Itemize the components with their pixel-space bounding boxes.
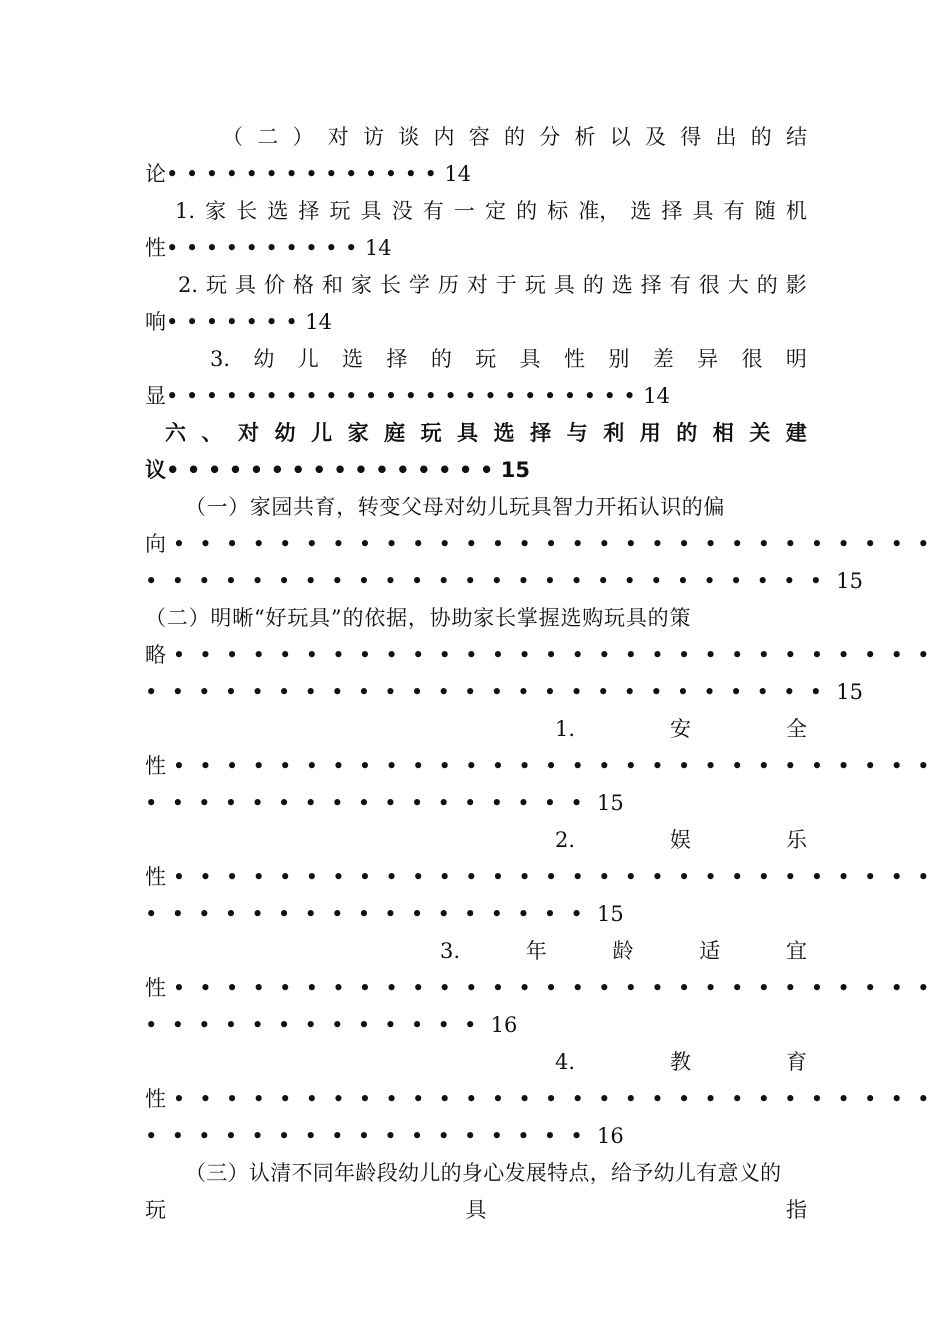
page-number: 15 xyxy=(596,902,624,926)
dot-leader: ••••••••••••• xyxy=(145,1013,491,1037)
toc-entry-6-3-cont: 玩 具 指 xyxy=(145,1198,807,1222)
dot-leader: •••••••••••••••••••••••••• xyxy=(145,569,837,593)
toc-entry-6-2-3-leader-1: 性 ••••••••••••••••••••••••••••• xyxy=(145,976,944,1000)
page-number: 15 xyxy=(596,791,624,815)
page-number: 15 xyxy=(836,680,863,704)
toc-entry-6-2-1-leader-2 xyxy=(145,785,807,821)
page-number: 15 xyxy=(500,458,530,482)
dot-leader: ••••••••••••••••••••••••••••• xyxy=(172,532,944,556)
toc-entry-5-2-leader: 论••••••••••••••14 xyxy=(145,162,472,186)
toc-entry-5-2-1-leader: 性••••••••••14 xyxy=(145,236,392,260)
toc-entry-6-3-title: （三）认清不同年龄段幼儿的身心发展特点，给予幼儿有意义的 xyxy=(185,1161,782,1185)
toc-entry-6-1-leader-1: 向 ••••••••••••••••••••••••••••• xyxy=(145,532,944,556)
dot-leader: ••••••••••••••••••••••••••••• xyxy=(172,1087,944,1111)
dot-leader: •••••••••• xyxy=(166,236,365,260)
page-number: 16 xyxy=(596,1124,624,1148)
toc-entry-6-2-1-title: 1. 安 全 xyxy=(555,717,807,741)
dot-leader: ••••••••••••••••••••••••••••• xyxy=(172,976,944,1000)
dot-leader: •••••••••••••••••••••••• xyxy=(166,384,644,408)
page-number: 14 xyxy=(305,310,332,334)
toc-entry-6-2-4-leader-2 xyxy=(145,1118,807,1154)
toc-entry-5-2-2-leader: 响•••••••14 xyxy=(145,310,332,334)
dot-leader: •••••••••••••••• xyxy=(166,458,501,482)
dot-leader: •••••••••••••• xyxy=(166,162,445,186)
page-number: 14 xyxy=(364,236,392,260)
toc-entry-5-2-1-title: 1. 家 长 选 择 玩 具 没 有 一 定 的 标 准， 选 择 具 有 随 机 xyxy=(175,199,807,223)
dot-leader: ••••••••••••••••• xyxy=(145,791,597,815)
page-number: 16 xyxy=(490,1013,518,1037)
toc-entry-5-2-3-leader: 显••••••••••••••••••••••••14 xyxy=(145,384,671,408)
toc-entry-6-2-4-leader-1: 性 ••••••••••••••••••••••••••••• xyxy=(145,1087,944,1111)
dot-leader: ••••••••••••••••• xyxy=(145,902,597,926)
toc-entry-5-2-2-title: 2. 玩 具 价 格 和 家 长 学 历 对 于 玩 具 的 选 择 有 很 大 的 影 xyxy=(178,273,807,297)
toc-entry-6-2-title: （二）明晰“好玩具”的依据，协助家长掌握选购玩具的策 xyxy=(145,606,692,630)
page-number: 15 xyxy=(836,569,863,593)
page-number: 14 xyxy=(444,162,472,186)
toc-entry-5-2-3-title: 3. 幼 儿 选 择 的 玩 具 性 别 差 异 很 明 xyxy=(210,347,807,371)
dot-leader: ••••••••••••••••• xyxy=(145,1124,597,1148)
toc-entry-6-leader: 议••••••••••••••••15 xyxy=(145,458,530,482)
toc-entry-6-1-title: （一）家园共育，转变父母对幼儿玩具智力开拓认识的偏 xyxy=(185,495,725,519)
toc-entry-6-2-1-leader-1: 性 ••••••••••••••••••••••••••••• xyxy=(145,754,944,778)
page-number: 14 xyxy=(643,384,671,408)
dot-leader: •••••••••••••••••••••••••• xyxy=(145,680,837,704)
dot-leader: ••••••••••••••••••••••••••••• xyxy=(172,643,944,667)
dot-leader: ••••••••••••••••••••••••••••• xyxy=(172,865,944,889)
toc-entry-6-2-3-title: 3. 年 龄 适 宜 xyxy=(440,939,807,963)
toc-entry-6-title: 六 、 对 幼 儿 家 庭 玩 具 选 择 与 利 用 的 相 关 建 xyxy=(165,421,807,445)
toc-entry-6-2-2-leader-1: 性 ••••••••••••••••••••••••••••• xyxy=(145,865,944,889)
toc-entry-6-2-leader-1: 略 ••••••••••••••••••••••••••••• xyxy=(145,643,944,667)
toc-entry-6-2-4-title: 4. 教 育 xyxy=(555,1050,807,1074)
toc-entry-5-2-title: （ 二 ） 对 访 谈 内 容 的 分 析 以 及 得 出 的 结 xyxy=(222,125,807,149)
toc-entry-6-2-2-title: 2. 娱 乐 xyxy=(555,828,807,852)
toc-entry-6-2-2-leader-2 xyxy=(145,896,807,932)
toc-entry-6-1-leader-2 xyxy=(145,563,863,599)
dot-leader: ••••••• xyxy=(166,310,306,334)
toc-entry-6-2-leader-2 xyxy=(145,674,863,710)
dot-leader: ••••••••••••••••••••••••••••• xyxy=(172,754,944,778)
toc-entry-6-2-3-leader-2 xyxy=(145,1007,807,1043)
